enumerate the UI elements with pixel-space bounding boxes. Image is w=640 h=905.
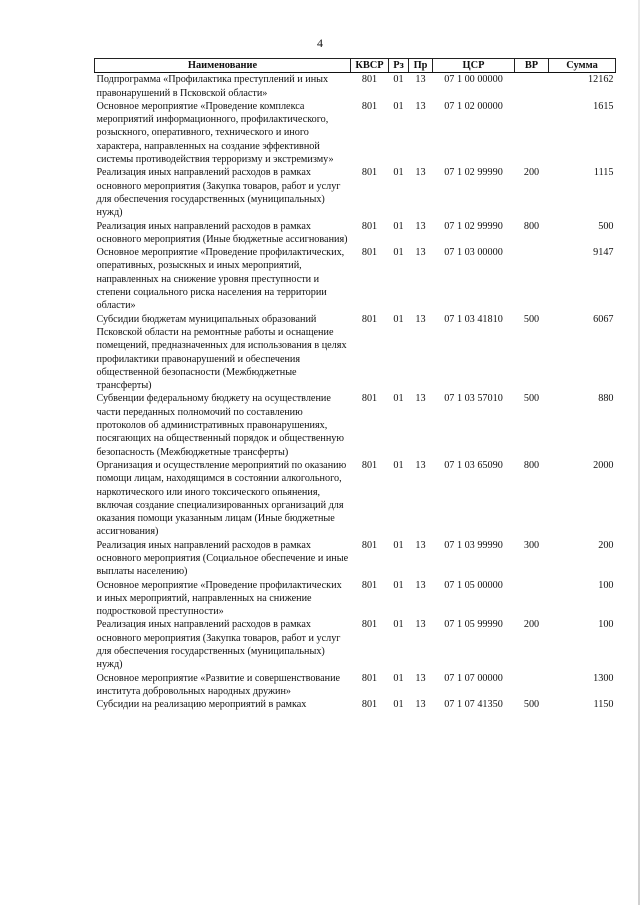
table-row (95, 459, 616, 539)
row-pr: 13 (415, 100, 426, 112)
row-rz: 01 (393, 459, 404, 471)
row-rz: 01 (393, 220, 404, 232)
row-kvsr: 801 (361, 220, 378, 232)
row-csr: 07 1 05 00000 (444, 579, 503, 591)
row-pr: 13 (415, 539, 426, 551)
row-csr: 07 1 02 99990 (444, 220, 503, 232)
header-kvsr: КВСР (351, 59, 389, 73)
header-rz: Рз (389, 59, 409, 73)
row-kvsr: 801 (361, 619, 378, 631)
row-rz: 01 (393, 539, 404, 551)
row-sum: 1300 (593, 672, 614, 684)
row-name: Субвенции федеральному бюджету на осуществление части переданных полномочий по составлению протоколов об административных правонарушениях, посягающих на общественный порядок и общественную безопасность (Межбюджетные трансферты) (96, 393, 345, 458)
table-row (95, 579, 616, 619)
row-rz: 01 (393, 393, 404, 405)
row-kvsr: 801 (361, 539, 378, 551)
row-name: Реализация иных направлений расходов в рамках основного мероприятия (Закупка товаров, работ и услуг для обеспечения государственных (муниципальных) нужд) (96, 167, 341, 219)
table-row (95, 698, 616, 711)
row-sum: 9147 (593, 247, 614, 259)
row-csr: 07 1 03 57010 (444, 393, 503, 405)
row-csr: 07 1 07 00000 (444, 672, 503, 684)
row-sum: 1150 (593, 699, 614, 711)
row-csr: 07 1 05 99990 (444, 619, 503, 631)
row-vr: 800 (523, 459, 540, 471)
row-vr: 300 (523, 539, 540, 551)
row-vr: 800 (523, 220, 540, 232)
table-row (95, 392, 616, 458)
row-pr: 13 (415, 393, 426, 405)
row-pr: 13 (415, 167, 426, 179)
row-kvsr: 801 (361, 459, 378, 471)
row-name: Основное мероприятие «Проведение профилактических и иных мероприятий, направленных на снижение подростковой преступности» (96, 579, 342, 618)
row-name: Основное мероприятие «Проведение профилактических, оперативных, розыскных и иных мероприятий, направленных на снижение уровня преступности и степени социального риска населения на территории области» (96, 247, 345, 312)
row-rz: 01 (393, 619, 404, 631)
page-number: 4 (317, 36, 323, 50)
row-csr: 07 1 00 00000 (444, 74, 503, 86)
row-name: Реализация иных направлений расходов в рамках основного мероприятия (Иные бюджетные ассигнования) (96, 220, 348, 245)
table-row (95, 672, 616, 699)
row-name: Организация и осуществление мероприятий по оказанию помощи лицам, находящимся в состоянии алкогольного, наркотического или иного токсического опьянения, включая создание специализированных организаций для оказания помощи указанным лицам (Иные бюджетные ассигнования) (96, 459, 347, 538)
row-pr: 13 (415, 74, 426, 86)
row-csr: 07 1 03 41810 (444, 313, 503, 325)
header-pr: Пр (409, 59, 433, 73)
row-name: Реализация иных направлений расходов в рамках основного мероприятия (Закупка товаров, работ и услуг для обеспечения государственных (муниципальных) нужд) (96, 619, 341, 671)
table-row (95, 539, 616, 579)
row-kvsr: 801 (361, 100, 378, 112)
row-name: Основное мероприятие «Развитие и совершенствование института добровольных народных дружин» (96, 672, 341, 697)
row-csr: 07 1 07 41350 (444, 699, 503, 711)
table-row (95, 220, 616, 247)
row-sum: 200 (598, 539, 614, 551)
row-pr: 13 (415, 619, 426, 631)
row-name: Субсидии бюджетам муниципальных образований Псковской области на ремонтные работы и оснащение помещений, предназначенных для использования в целях профилактики правонарушений и обеспечения общественной безопасности (Межбюджетные трансферты) (96, 313, 347, 392)
row-pr: 13 (415, 672, 426, 684)
row-kvsr: 801 (361, 313, 378, 325)
row-name: Основное мероприятие «Проведение комплекса мероприятий информационного, профилактического, розыскного, оперативного, технического и иного характера, направленных на создание эффективной системы противодействия терроризму и экстремизму» (96, 100, 334, 166)
row-rz: 01 (393, 167, 404, 179)
table-header-row (95, 59, 616, 73)
row-sum: 12162 (588, 74, 614, 86)
row-vr (515, 73, 549, 100)
row-vr (515, 579, 549, 619)
table-row (95, 246, 616, 312)
row-vr: 200 (523, 619, 540, 631)
row-pr: 13 (415, 459, 426, 471)
row-sum: 100 (598, 579, 614, 591)
row-vr: 500 (523, 393, 540, 405)
row-pr: 13 (415, 699, 426, 711)
row-pr: 13 (415, 220, 426, 232)
table-row (95, 618, 616, 671)
row-vr (515, 100, 549, 166)
row-csr: 07 1 03 00000 (444, 247, 503, 259)
row-kvsr: 801 (361, 247, 378, 259)
row-csr: 07 1 02 00000 (444, 100, 503, 112)
row-sum: 880 (598, 393, 614, 405)
row-kvsr: 801 (361, 167, 378, 179)
header-vr: ВР (515, 59, 549, 73)
row-rz: 01 (393, 100, 404, 112)
row-vr: 500 (523, 313, 540, 325)
row-sum: 1115 (593, 167, 614, 179)
row-sum: 100 (598, 619, 614, 631)
row-name: Подпрограмма «Профилактика преступлений и иных правонарушений в Псковской области» (96, 74, 329, 99)
row-rz: 01 (393, 579, 404, 591)
row-rz: 01 (393, 247, 404, 259)
row-pr: 13 (415, 313, 426, 325)
table-row (95, 166, 616, 219)
row-kvsr: 801 (361, 699, 378, 711)
row-csr: 07 1 02 99990 (444, 167, 503, 179)
row-vr: 200 (523, 167, 540, 179)
row-rz: 01 (393, 699, 404, 711)
row-sum: 2000 (593, 459, 614, 471)
row-pr: 13 (415, 247, 426, 259)
row-name: Реализация иных направлений расходов в рамках основного мероприятия (Социальное обеспечение и иные выплаты населению) (96, 539, 349, 578)
budget-table (94, 58, 616, 712)
row-csr: 07 1 03 99990 (444, 539, 503, 551)
row-vr (515, 246, 549, 312)
row-rz: 01 (393, 313, 404, 325)
header-sum: Сумма (549, 59, 616, 73)
header-name: Наименование (95, 59, 351, 73)
header-csr: ЦСР (433, 59, 515, 73)
row-rz: 01 (393, 74, 404, 86)
row-vr: 500 (523, 699, 540, 711)
row-sum: 6067 (593, 313, 614, 325)
row-kvsr: 801 (361, 579, 378, 591)
row-kvsr: 801 (361, 74, 378, 86)
row-kvsr: 801 (361, 393, 378, 405)
table-row (95, 73, 616, 100)
row-sum: 500 (598, 220, 614, 232)
row-pr: 13 (415, 579, 426, 591)
row-vr (515, 672, 549, 699)
table-row (95, 100, 616, 166)
row-kvsr: 801 (361, 672, 378, 684)
row-name: Субсидии на реализацию мероприятий в рамках (96, 699, 307, 711)
row-rz: 01 (393, 672, 404, 684)
table-row (95, 313, 616, 393)
row-csr: 07 1 03 65090 (444, 459, 503, 471)
row-sum: 1615 (593, 100, 614, 112)
